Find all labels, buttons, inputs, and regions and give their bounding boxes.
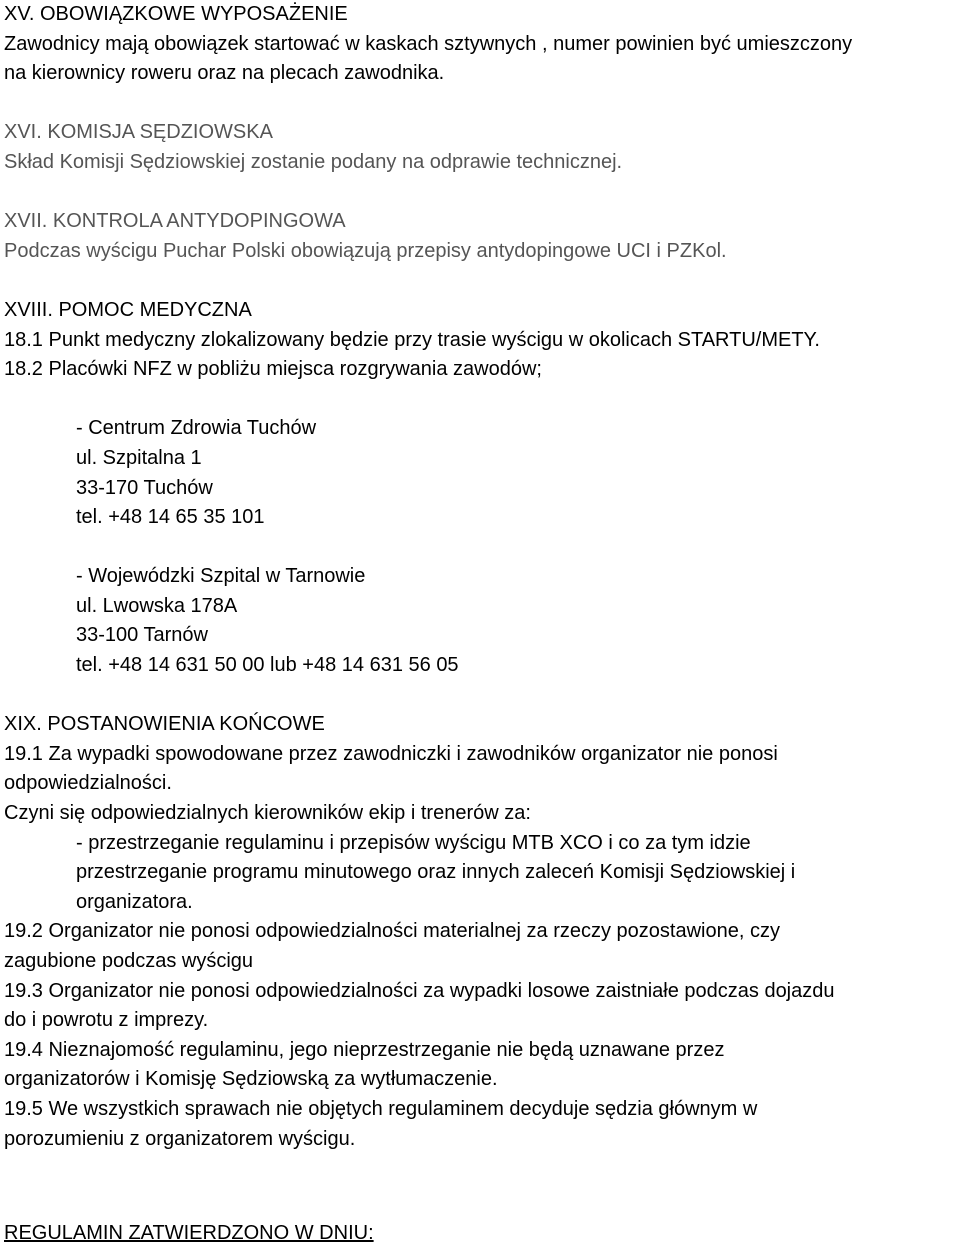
section-15-text-line-1: Zawodnicy mają obowiązek startować w kaskach sztywnych , numer powinien być umieszczony bbox=[4, 32, 853, 55]
section-16-heading: XVI. KOMISJA SĘDZIOWSKA bbox=[4, 121, 273, 144]
section-17-heading: XVII. KONTROLA ANTYDOPINGOWA bbox=[4, 210, 346, 233]
section-19-point-3-line-1: 19.3 Organizator nie ponosi odpowiedzialności za wypadki losowe zaistniałe podczas dojazdu bbox=[4, 979, 835, 1002]
approval-statement: REGULAMIN ZATWIERDZONO W DNIU: bbox=[4, 1222, 374, 1244]
facility-1-city: 33-170 Tuchów bbox=[76, 476, 213, 499]
section-17-text: Podczas wyścigu Puchar Polski obowiązują przepisy antydopingowe UCI i PZKol. bbox=[4, 239, 727, 262]
facility-2-name: - Wojewódzki Szpital w Tarnowie bbox=[76, 565, 366, 588]
section-19-bullet-line-3: organizatora. bbox=[76, 890, 193, 913]
section-19-bullet-line-1: - przestrzeganie regulaminu i przepisów wyścigu MTB XCO i co za tym idzie bbox=[76, 831, 751, 854]
section-19-point-1-line-3: Czyni się odpowiedzialnych kierowników ekip i trenerów za: bbox=[4, 802, 531, 825]
section-16-text: Skład Komisji Sędziowskiej zostanie podany na odprawie technicznej. bbox=[4, 150, 623, 173]
section-18-point-1: 18.1 Punkt medyczny zlokalizowany będzie przy trasie wyścigu w okolicach STARTU/METY. bbox=[4, 328, 820, 351]
section-15-heading: XV. OBOWIĄZKOWE WYPOSAŻENIE bbox=[4, 3, 348, 25]
section-19-bullet-line-2: przestrzeganie programu minutowego oraz innych zaleceń Komisji Sędziowskiej i bbox=[76, 861, 796, 884]
document-page bbox=[4, 0, 954, 1154]
section-19-point-5-line-2: porozumieniu z organizatorem wyścigu. bbox=[4, 1127, 356, 1150]
section-19-point-4-line-2: organizatorów i Komisję Sędziowską za wytłumaczenie. bbox=[4, 1068, 498, 1091]
facility-2-phone: tel. +48 14 631 50 00 lub +48 14 631 56 05 bbox=[76, 654, 459, 677]
facility-2-street: ul. Lwowska 178A bbox=[76, 594, 238, 617]
section-19-point-1-line-2: odpowiedzialności. bbox=[4, 772, 172, 795]
facility-1-street: ul. Szpitalna 1 bbox=[76, 446, 202, 469]
section-18-point-2: 18.2 Placówki NFZ w pobliżu miejsca rozgrywania zawodów; bbox=[4, 358, 542, 381]
section-19-point-3-line-2: do i powrotu z imprezy. bbox=[4, 1009, 209, 1032]
facility-1-phone: tel. +48 14 65 35 101 bbox=[76, 506, 265, 529]
section-19-point-1-line-1: 19.1 Za wypadki spowodowane przez zawodniczki i zawodników organizator nie ponosi bbox=[4, 742, 778, 765]
section-18-heading: XVIII. POMOC MEDYCZNA bbox=[4, 298, 252, 321]
section-19-point-4-line-1: 19.4 Nieznajomość regulaminu, jego nieprzestrzeganie nie będą uznawane przez bbox=[4, 1038, 725, 1061]
section-19-point-2-line-1: 19.2 Organizator nie ponosi odpowiedzialności materialnej za rzeczy pozostawione, czy bbox=[4, 920, 780, 943]
section-15-text-line-2: na kierownicy roweru oraz na plecach zawodnika. bbox=[4, 62, 445, 85]
section-19-heading: XIX. POSTANOWIENIA KOŃCOWE bbox=[4, 713, 325, 736]
section-19-point-5-line-1: 19.5 We wszystkich sprawach nie objętych regulaminem decyduje sędzia głównym w bbox=[4, 1097, 758, 1120]
section-19-point-2-line-2: zagubione podczas wyścigu bbox=[4, 950, 254, 972]
facility-2-city: 33-100 Tarnów bbox=[76, 624, 208, 647]
facility-1-name: - Centrum Zdrowia Tuchów bbox=[76, 417, 317, 440]
